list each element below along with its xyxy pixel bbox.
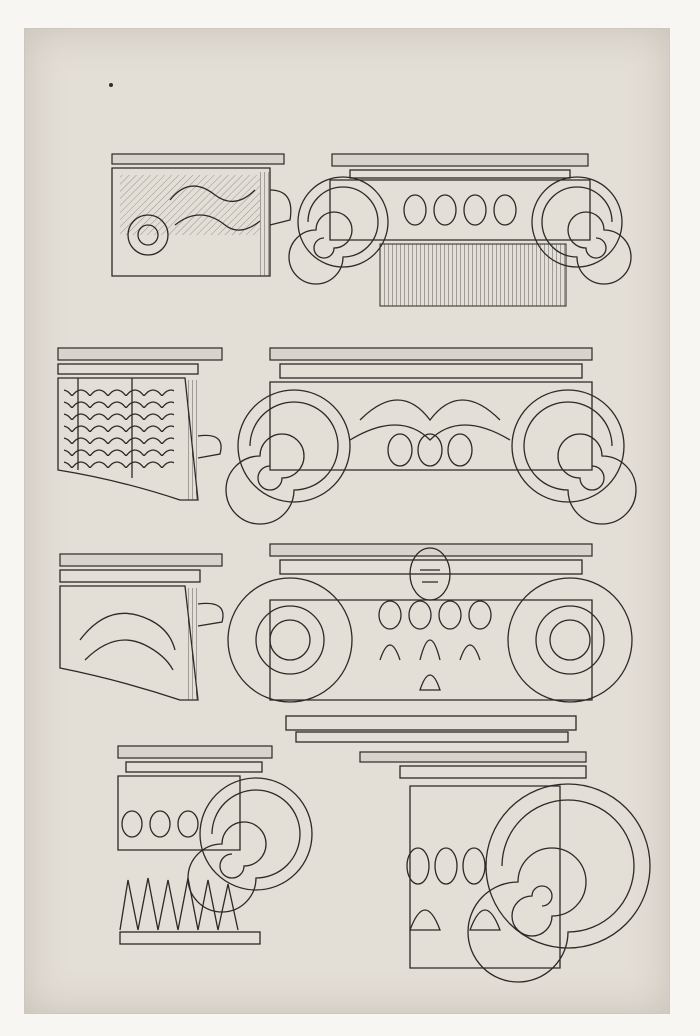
- side-capital-2: [58, 348, 222, 500]
- ink-dot: [109, 83, 113, 87]
- front-capital-2: [226, 348, 636, 524]
- half-capital-right: [360, 752, 650, 982]
- front-capital-1: [289, 154, 631, 306]
- side-capital-1: [112, 154, 291, 276]
- front-capital-3: [228, 544, 632, 742]
- side-capital-3: [60, 554, 223, 700]
- half-capital-left: [118, 746, 312, 944]
